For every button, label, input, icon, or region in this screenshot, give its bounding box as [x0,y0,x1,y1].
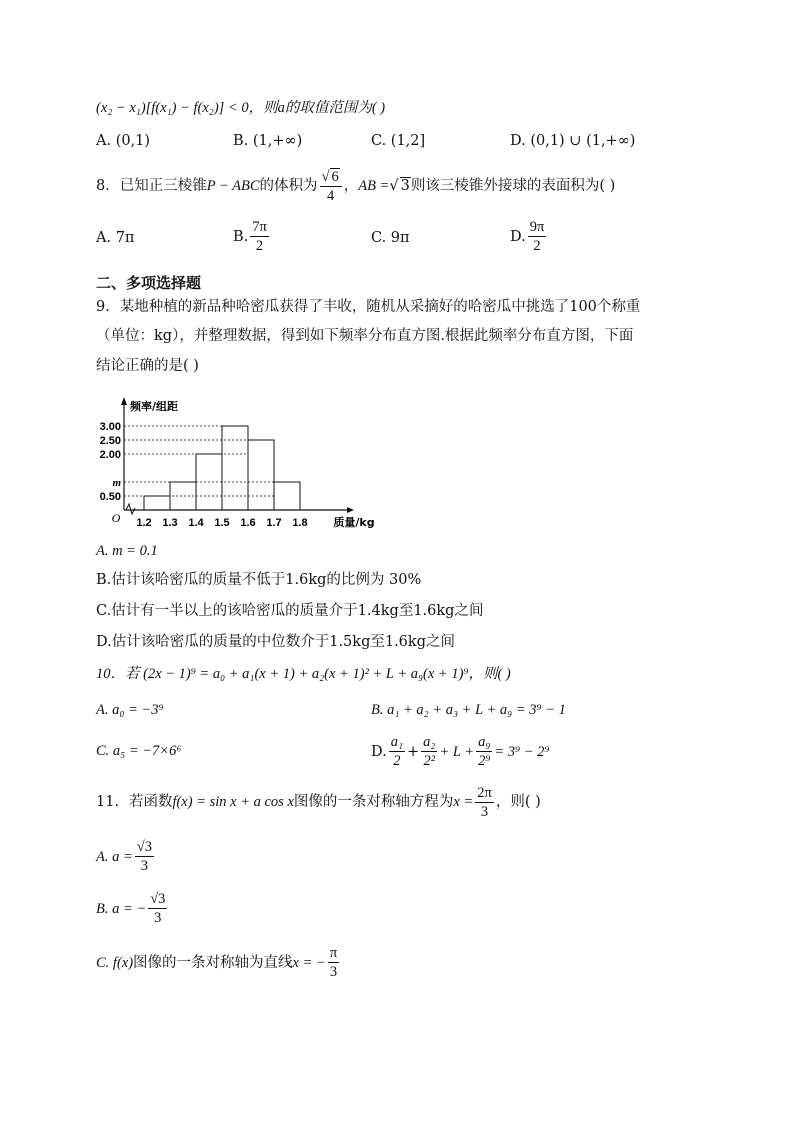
q8-option-a: A. 7π [96,230,135,246]
q7-condition [96,98,385,118]
q9-option-d: D.估计该哈密瓜的质量的中位数介于1.5kg至1.6kg之间 [96,634,455,650]
q9-option-b: B.估计该哈密瓜的质量不低于1.6kg的比例为 30% [96,572,422,588]
y-axis-title: 频率/组距 [130,400,179,413]
q9-stem-line2: （单位：kg），并整理数据，得到如下频率分布直方图.根据此频率分布直方图，下面 [96,328,634,344]
q10-option-b: B. a₁ + a₂ + a₃ + L + a₉ = 3⁹ − 1 [371,702,566,718]
q10-option-c: C. a₅ = −7×6⁶ [96,743,182,759]
q8-volume-fraction: $\frac{√ 6}{4}$ [320,168,342,205]
x-tick-label-3: 1.4 [188,517,204,529]
frequency-histogram [92,392,392,537]
q11-option-b: B. a = − $\frac{√3}{3}$ [96,891,166,926]
q8-option-c: C. 9π [371,230,410,246]
histogram-bar-1 [144,496,170,510]
q11-stem: 11．若函数 f(x) = sin x + a cos x 图像的一条对称轴方程为 x = $\frac{2\pi}{3}$ ，则( ) [96,784,541,820]
x-axis-title: 质量/kg [333,516,375,529]
q9-stem-line3: 结论正确的是( ) [96,358,199,374]
q7-condition-text: (x₂ − x₁)[f(x₁) − f(x₂)] < 0，则a的取值范围为( ) [96,100,386,116]
q9-option-a: A. m = 0.1 [96,543,158,559]
q9-stem-line1: 9．某地种植的新品种哈密瓜获得了丰收，随机从采摘好的哈密瓜中挑选了100个称重 [96,299,641,315]
y-tick-label-2: 2.50 [99,435,121,447]
x-tick-label-4: 1.5 [214,517,230,529]
y-axis-arrow [121,397,127,405]
histogram-bar-5 [248,440,274,510]
x-tick-label-1: 1.2 [136,517,152,529]
q8-option-d: D. $\frac{9\pi}{2}$ [510,219,545,254]
histogram-bar-4 [222,426,248,510]
y-tick-label-5: 0.50 [99,491,121,503]
x-tick-label-6: 1.7 [266,517,282,529]
q10-stem: 10．若 (2x − 1)⁹ = a₀ + a₁(x + 1) + a₂(x + 1)² + L + a₉(x + 1)⁹，则( ) [96,666,511,682]
q10-option-a: A. a₀ = −3⁹ [96,702,164,718]
histogram-bar-6 [274,482,300,510]
x-tick-label-7: 1.8 [292,517,308,529]
q8-option-b: B. $\frac{7\pi}{2}$ [233,219,267,254]
x-tick-label-5: 1.6 [240,517,256,529]
y-tick-label-3: 2.00 [99,449,121,461]
q11-option-c: C. f(x) 图像的一条对称轴为直线 x = − $\frac{\pi}{3}$ [96,945,338,980]
q11-option-a: A. a = $\frac{√3}{3}$ [96,839,152,874]
origin-label: O [111,511,121,525]
q7-option-b: B. (1,+∞) [233,133,303,149]
q10-option-d: D. $\frac{\text{a₁}}{2}$ + $\frac{\text{a₂}}{\text{2²}}$ + L + $\frac{\text{a₉}}{\text{2⁹}}$ = 3⁹ − 2⁹ [371,734,550,769]
y-tick-label-4: m [112,477,121,489]
q9-option-c: C.估计有一半以上的该哈密瓜的质量介于1.4kg至1.6kg之间 [96,603,484,619]
q7-option-c: C. (1,2] [371,133,426,149]
section-title-multiple-choice: 二、多项选择题 [96,274,202,292]
axis-break [126,504,135,514]
x-tick-label-2: 1.3 [162,517,178,529]
q8-stem: 8．已知正三棱锥 P − ABC 的体积为 $\frac{√ 6}{4}$ ， AB = √ 3 则该三棱锥外接球的表面积为( ) [96,168,616,204]
x-axis-arrow [347,507,354,513]
q7-option-a: A. (0,1) [96,133,151,149]
y-tick-label-1: 3.00 [99,421,121,433]
q7-option-d: D. (0,1) ∪ (1,+∞) [510,133,636,149]
